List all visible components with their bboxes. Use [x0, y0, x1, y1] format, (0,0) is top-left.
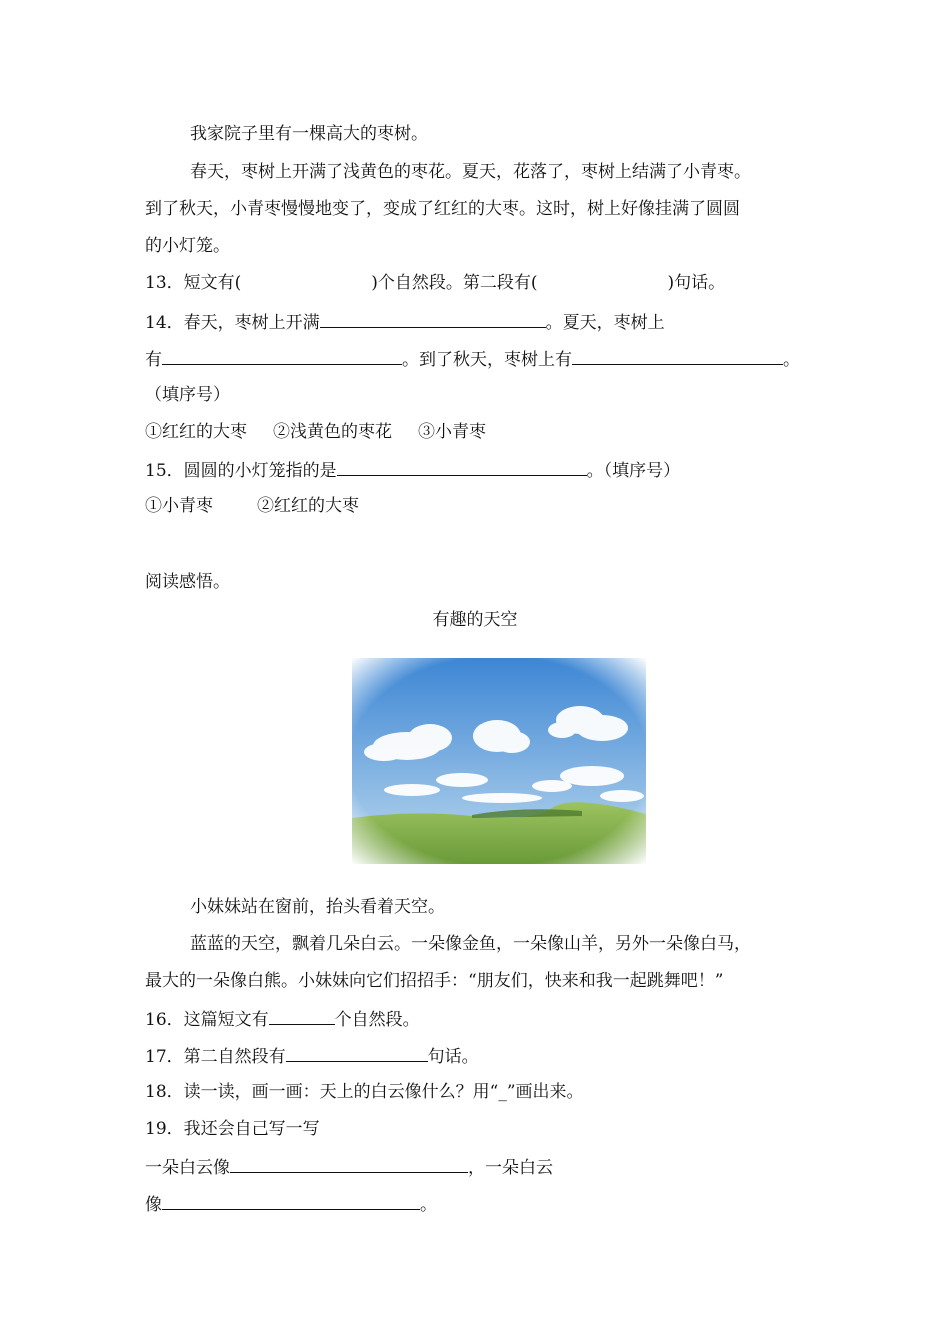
option-14-2: ②浅黄色的枣花	[273, 422, 392, 442]
question-19: 19．我还会自己写一写	[145, 1119, 320, 1139]
answer-blank-15[interactable]	[337, 458, 587, 476]
question-15: 15．圆圆的小灯笼指的是 。（填序号）	[145, 458, 680, 482]
option-15-2: ②红红的大枣	[257, 496, 359, 516]
question-16: 16．这篇短文有 个自然段。	[145, 1007, 420, 1031]
passage1-p2-line1: 春天，枣树上开满了浅黄色的枣花。夏天，花落了，枣树上结满了小青枣。	[190, 162, 751, 182]
question-17: 17．第二自然段有 句话。	[145, 1044, 479, 1068]
option-15-1: ①小青枣	[145, 496, 213, 516]
question-19-line2: 像 。	[145, 1192, 437, 1216]
section-heading: 阅读感悟。	[145, 572, 230, 592]
answer-blank-19b[interactable]	[162, 1192, 420, 1210]
option-14-3: ③小青枣	[418, 422, 486, 442]
passage2-p2-line2: 最大的一朵像白熊。小妹妹向它们招招手：“朋友们，快来和我一起跳舞吧！”	[145, 971, 724, 991]
passage1-p2-line2: 到了秋天，小青枣慢慢地变了，变成了红红的大枣。这时，树上好像挂满了圆圆	[145, 199, 740, 219]
question-19-line1: 一朵白云像 ，一朵白云	[145, 1155, 553, 1179]
question-13: 13．短文有( )个自然段。第二段有( )句话。	[145, 273, 726, 293]
answer-blank-17[interactable]	[286, 1044, 428, 1062]
sky-photo	[352, 658, 646, 864]
passage2-title: 有趣的天空	[432, 610, 518, 630]
answer-blank-14b[interactable]	[162, 347, 402, 365]
question-18: 18．读一读，画一画：天上的白云像什么？用“_”画出来。	[145, 1082, 584, 1102]
passage1-p2-line3: 的小灯笼。	[145, 236, 230, 256]
question-15-options	[145, 495, 359, 517]
answer-blank-19a[interactable]	[230, 1155, 468, 1173]
passage2-p1: 小妹妹站在窗前，抬头看着天空。	[190, 897, 445, 917]
question-14-note: （填序号）	[145, 385, 230, 405]
underline-mark: _	[498, 1082, 507, 1102]
question-14-line2: 有 。到了秋天，枣树上有 。	[145, 347, 800, 371]
question-14-options	[145, 421, 486, 443]
passage1-p1: 我家院子里有一棵高大的枣树。	[190, 124, 428, 144]
option-14-1: ①红红的大枣	[145, 422, 247, 442]
passage2-p2-line1: 蓝蓝的天空，飘着几朵白云。一朵像金鱼，一朵像山羊，另外一朵像白马，	[190, 934, 751, 954]
question-14-line1: 14．春天，枣树上开满 。夏天，枣树上	[145, 310, 665, 334]
answer-blank-14c[interactable]	[572, 347, 783, 365]
answer-blank-16[interactable]	[269, 1007, 335, 1025]
answer-blank-14a[interactable]	[320, 310, 546, 328]
